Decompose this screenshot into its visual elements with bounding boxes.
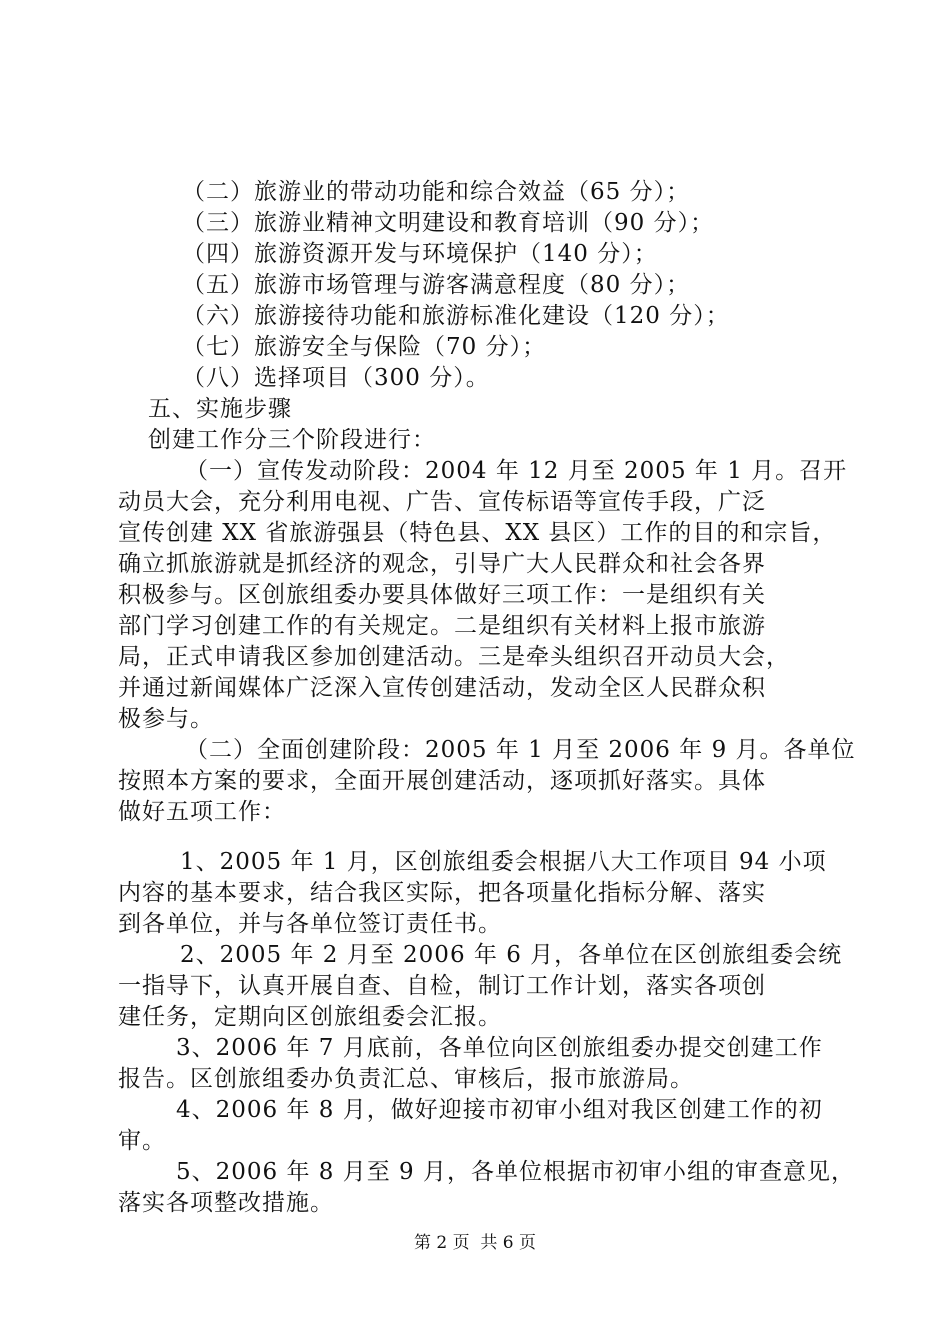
page-number-footer: 第 2 页 共 6 页 bbox=[413, 1233, 537, 1253]
paragraph-line: 到各单位，并与各单位签订责任书。 bbox=[118, 911, 502, 937]
paragraph-line: 2、2005 年 2 月至 2006 年 6 月，各单位在区创旅组委会统 bbox=[180, 942, 843, 968]
list-item: （六）旅游接待功能和旅游标准化建设（120 分）； bbox=[182, 303, 730, 329]
list-item: （二）旅游业的带动功能和综合效益（65 分）； bbox=[182, 179, 691, 205]
paragraph-line: 一指导下，认真开展自查、自检，制订工作计划，落实各项创 bbox=[118, 973, 766, 999]
paragraph-line: （一）宣传发动阶段：2004 年 12 月至 2005 年 1 月。召开 bbox=[185, 458, 848, 484]
paragraph-line: 局，正式申请我区参加创建活动。三是牵头组织召开动员大会， bbox=[118, 644, 790, 670]
paragraph-line: 落实各项整改措施。 bbox=[118, 1190, 334, 1216]
list-item: （四）旅游资源开发与环境保护（140 分）； bbox=[182, 241, 658, 267]
paragraph-line: 部门学习创建工作的有关规定。二是组织有关材料上报市旅游 bbox=[118, 613, 766, 639]
paragraph-line: （二）全面创建阶段：2005 年 1 月至 2006 年 9 月。各单位 bbox=[185, 737, 856, 763]
paragraph-line: 报告。区创旅组委办负责汇总、审核后，报市旅游局。 bbox=[118, 1066, 694, 1092]
paragraph-line: 1、2005 年 1 月，区创旅组委会根据八大工作项目 94 小项 bbox=[180, 849, 827, 875]
paragraph-line: 确立抓旅游就是抓经济的观念，引导广大人民群众和社会各界 bbox=[118, 551, 766, 577]
list-item: （三）旅游业精神文明建设和教育培训（90 分）； bbox=[182, 210, 715, 236]
section-heading: 五、实施步骤 bbox=[148, 396, 292, 422]
paragraph-line: 宣传创建 XX 省旅游强县（特色县、XX 县区）工作的目的和宗旨， bbox=[118, 520, 837, 546]
paragraph-line: 审。 bbox=[118, 1128, 166, 1154]
paragraph-line: 按照本方案的要求，全面开展创建活动，逐项抓好落实。具体 bbox=[118, 768, 766, 794]
paragraph-line: 积极参与。区创旅组委办要具体做好三项工作：一是组织有关 bbox=[118, 582, 766, 608]
intro-line: 创建工作分三个阶段进行： bbox=[148, 427, 436, 453]
list-item: （八）选择项目（300 分）。 bbox=[182, 365, 490, 391]
paragraph-line: 4、2006 年 8 月，做好迎接市初审小组对我区创建工作的初 bbox=[176, 1097, 823, 1123]
paragraph-line: 极参与。 bbox=[118, 706, 214, 732]
paragraph-line: 动员大会，充分利用电视、广告、宣传标语等宣传手段，广泛 bbox=[118, 489, 766, 515]
paragraph-line: 并通过新闻媒体广泛深入宣传创建活动，发动全区人民群众积 bbox=[118, 675, 766, 701]
paragraph-line: 5、2006 年 8 月至 9 月，各单位根据市初审小组的审查意见， bbox=[176, 1159, 855, 1185]
paragraph-line: 3、2006 年 7 月底前，各单位向区创旅组委办提交创建工作 bbox=[176, 1035, 823, 1061]
paragraph-line: 做好五项工作： bbox=[118, 799, 286, 825]
paragraph-line: 建任务，定期向区创旅组委会汇报。 bbox=[118, 1004, 502, 1030]
list-item: （五）旅游市场管理与游客满意程度（80 分）； bbox=[182, 272, 691, 298]
paragraph-line: 内容的基本要求，结合我区实际，把各项量化指标分解、落实 bbox=[118, 880, 766, 906]
list-item: （七）旅游安全与保险（70 分）； bbox=[182, 334, 547, 360]
